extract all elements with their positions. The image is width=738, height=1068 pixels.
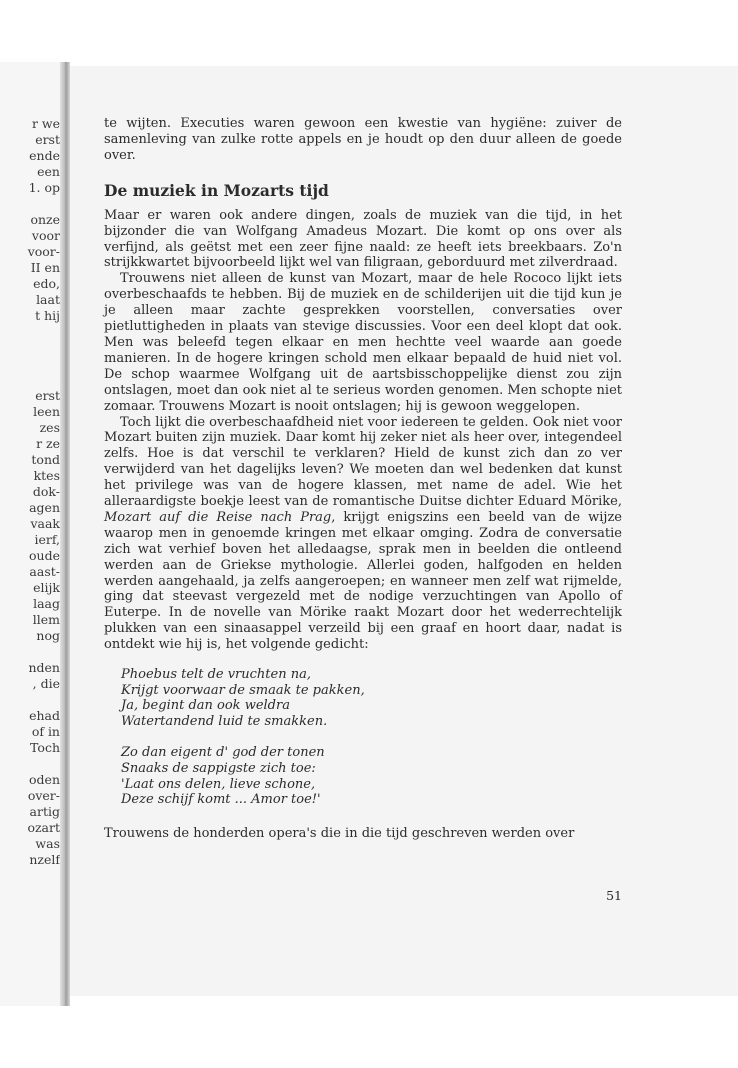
paragraph-3 bbox=[104, 415, 622, 654]
left-page-fragment: artig bbox=[29, 804, 60, 819]
left-page-fragment: vaak bbox=[30, 516, 60, 531]
left-page-fragment: r we bbox=[31, 116, 60, 131]
left-page-fragment: of in bbox=[31, 724, 60, 739]
left-page-fragment: nog bbox=[36, 628, 60, 643]
left-page-fragment: agen bbox=[29, 500, 60, 515]
left-page-fragment: voor bbox=[31, 228, 60, 243]
poem-line: 'Laat ons delen, lieve schone, bbox=[121, 776, 316, 792]
facing-page-edge bbox=[0, 62, 66, 1006]
poem-line: Zo dan eigent d' god der tonen bbox=[121, 745, 325, 761]
left-page-fragment: II en bbox=[30, 260, 60, 275]
left-page-fragment: edo, bbox=[33, 276, 60, 291]
left-page-fragment: ierf, bbox=[34, 532, 60, 547]
book-spine bbox=[60, 62, 70, 1006]
poem-line: Krijgt voorwaar de smaak te pakken, bbox=[121, 682, 365, 698]
left-page-fragment: elijk bbox=[33, 580, 60, 595]
left-page-fragment: voor- bbox=[27, 244, 60, 259]
page-number: 51 bbox=[606, 888, 622, 903]
left-page-fragment: nzelf bbox=[29, 852, 60, 867]
poem-line: Ja, begint dan ook weldra bbox=[121, 698, 290, 714]
left-page-fragment: over- bbox=[27, 788, 60, 803]
paragraph-1: Maar er waren ook andere dingen, zoals de muziek van die tijd, in het bijzonder die van Wolfgang Amadeus Mozart. Die komt op ons over als verfijnd, als geëtst met een zeer fijne naald: ze heeft iets breekbaars. Zo'n strijkkwartet bijvoorbeeld lijkt wel van filigraan, geborduurd met zilverdraad. bbox=[104, 207, 622, 271]
left-page-fragment: dok- bbox=[32, 484, 60, 499]
left-page-fragment: was bbox=[35, 836, 60, 851]
left-page-fragment: laag bbox=[33, 596, 60, 611]
paragraph-2: Trouwens niet alleen de kunst van Mozart, maar de hele Rococo lijkt iets overbeschaafds te hebben. Bij de muziek en de schilderijen uit die tijd kun je je alleen maar zachte gesprekken voorstellen, conversaties over pietluttigheden in plaats van stevige discussies. Voor een deel klopt dat ook. Men was beleefd tegen elkaar en men hechtte veel waarde aan goede manieren. In de hogere kringen schold men elkaar bepaald de huid niet vol. De schop waarmee Wolfgang uit de aartsbisschoppelijke dienst zou zijn ontslagen, moet dan ook niet al te serieus worden genomen. Men schopte niet zomaar. Trouwens Mozart is nooit ontslagen; hij is gewoon weggelopen. bbox=[104, 271, 622, 414]
poem-line: Phoebus telt de vruchten na, bbox=[121, 667, 311, 683]
left-page-fragment: llem bbox=[32, 612, 60, 627]
left-page-fragment: leen bbox=[33, 404, 60, 419]
left-page-fragment: onze bbox=[30, 212, 60, 227]
section-heading: De muziek in Mozarts tijd bbox=[104, 180, 329, 200]
poem-line: Watertandend luid te smakken. bbox=[121, 713, 328, 729]
left-page-fragment: r ze bbox=[36, 436, 60, 451]
left-page-fragment: erst bbox=[35, 132, 60, 147]
left-page-fragment: oude bbox=[29, 548, 60, 563]
poem-line: Deze schijf komt ... Amor toe!' bbox=[121, 792, 321, 808]
page-body bbox=[104, 116, 622, 842]
poem-stanza-2 bbox=[121, 745, 622, 807]
poem-stanza-1 bbox=[121, 667, 622, 729]
poem bbox=[121, 667, 622, 808]
book-title: Mozart auf die Reise nach Prag bbox=[104, 509, 332, 525]
left-page-fragment: , die bbox=[32, 676, 60, 691]
last-paragraph: Trouwens de honderden opera's die in die tijd geschreven werden over bbox=[104, 825, 575, 841]
left-page-fragment: ozart bbox=[27, 820, 60, 835]
paragraph-3-part-a: Toch lijkt die overbeschaafdheid niet voor iedereen te gelden. Ook niet voor Mozart buiten zijn muziek. Daar komt hij zeker niet als heer over, integendeel zelfs. Hoe is dat verschil te verklaren? Hield de kunst zich dan zo ver verwijderd van het dagelijks leven? We moeten dan wel bedenken dat kunst het privilege was van de hogere klassen, met name de adel. Wie het alleraardigste boekje leest van de romantische Duitse dichter Eduard Mörike, bbox=[104, 414, 622, 510]
left-page-fragment: aast- bbox=[29, 564, 60, 579]
left-page-fragment: 1. op bbox=[28, 180, 60, 195]
left-page-fragment: zes bbox=[39, 420, 60, 435]
left-page-fragment: Toch bbox=[30, 740, 60, 755]
paragraph-3-part-b: , krijgt enigszins een beeld van de wijze waarop men in genoemde kringen met elkaar omging. Zodra de conversatie zich wat verhief boven het alledaagse, sprak men in beelden die ontleend werden aan de Griekse mythologie. Allerlei goden, halfgoden en helden werden aangehaald, ja zelfs aangeroepen; en wanneer men zelf wat rijmelde, ging dat steevast vergezeld met de nodige verzuchtingen van Apollo of Euterpe. In de novelle van Mörike raakt Mozart door het wederrechtelijk plukken van een sinaasappel verzeild bij een graaf en hoort daar, nadat is ontdekt wie hij is, het volgende gedicht: bbox=[104, 509, 622, 653]
left-page-fragment: t hij bbox=[35, 308, 60, 323]
intro-paragraph: te wijten. Executies waren gewoon een kwestie van hygiëne: zuiver de samenleving van zulke rotte appels en je houdt op den duur alleen de goede over. bbox=[104, 116, 622, 163]
left-page-fragment: ehad bbox=[29, 708, 60, 723]
left-page-fragment: een bbox=[37, 164, 60, 179]
left-page-fragment: ktes bbox=[33, 468, 60, 483]
left-page-fragment: laat bbox=[36, 292, 60, 307]
left-page-fragment: tond bbox=[31, 452, 60, 467]
left-page-fragment: nden bbox=[28, 660, 60, 675]
left-page-fragment: erst bbox=[35, 388, 60, 403]
poem-line: Snaaks de sappigste zich toe: bbox=[121, 761, 316, 777]
left-page-fragment: oden bbox=[29, 772, 60, 787]
left-page-fragment: ende bbox=[29, 148, 60, 163]
